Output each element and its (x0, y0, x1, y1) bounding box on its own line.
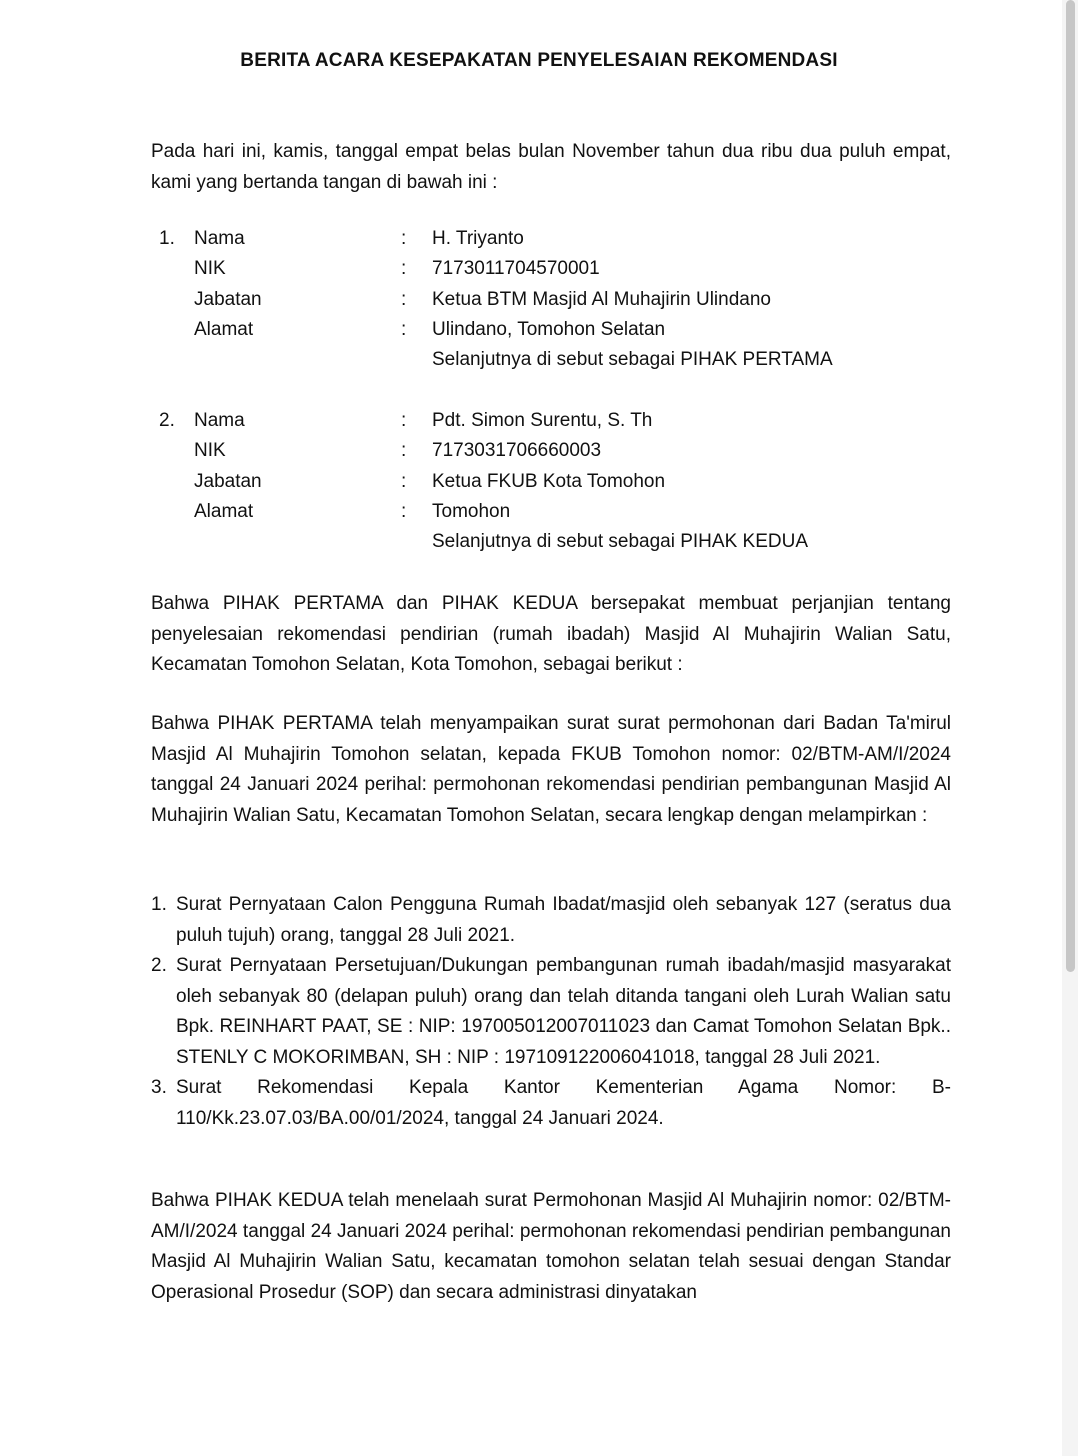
party-row (0, 349, 1000, 379)
vertical-scrollbar[interactable] (1062, 0, 1078, 1456)
intro-paragraph: Pada hari ini, kamis, tanggal empat belas bulan November tahun dua ribu dua puluh empat, kami yang bertanda tangan di bawah ini : (151, 141, 951, 193)
colon: : (401, 410, 407, 431)
colon: : (401, 319, 407, 340)
colon: : (401, 289, 407, 310)
party-row (0, 531, 1000, 561)
party-row (0, 440, 1000, 470)
party-designation: Selanjutnya di sebut sebagai PIHAK KEDUA (432, 531, 808, 552)
party-row (0, 258, 1000, 288)
colon: : (401, 258, 407, 279)
field-label: Alamat (194, 319, 254, 340)
field-label: NIK (194, 440, 226, 461)
field-value: 7173031706660003 (432, 440, 602, 461)
field-value: Ketua BTM Masjid Al Muhajirin Ulindano (432, 289, 771, 310)
field-label: NIK (194, 258, 226, 279)
party-row (0, 319, 1000, 349)
document-title: BERITA ACARA KESEPAKATAN PENYELESAIAN REKOMENDASI (240, 50, 838, 71)
attachment-list (151, 890, 951, 1134)
party-row (0, 471, 1000, 501)
party-row (0, 228, 1000, 258)
field-label: Jabatan (194, 471, 262, 492)
agreement-paragraph: Bahwa PIHAK PERTAMA dan PIHAK KEDUA bersepakat membuat perjanjian tentang penyelesaian rekomendasi pendirian (rumah ibadah) Masjid Al Muhajirin Walian Satu, Kecamatan Tomohon Selatan, Kota Tomohon, sebagai berikut : (151, 593, 951, 675)
field-value: Tomohon (432, 501, 511, 522)
party-row (0, 501, 1000, 531)
field-value: Ulindano, Tomohon Selatan (432, 319, 666, 340)
field-label: Alamat (194, 501, 254, 522)
scrollbar-thumb[interactable] (1066, 0, 1075, 972)
field-label: Nama (194, 410, 245, 431)
party-number: 1. (159, 228, 175, 249)
party-number: 2. (159, 410, 175, 431)
colon: : (401, 501, 407, 522)
colon: : (401, 471, 407, 492)
list-item (151, 951, 951, 1073)
party-designation: Selanjutnya di sebut sebagai PIHAK PERTAMA (432, 349, 833, 370)
colon: : (401, 440, 407, 461)
field-value: H. Triyanto (432, 228, 524, 249)
list-item (151, 1073, 951, 1134)
list-item-number: 3. (151, 1077, 167, 1098)
field-value: 7173011704570001 (432, 258, 600, 279)
list-item-text: Surat Rekomendasi Kepala Kantor Kementerian Agama Nomor: B-110/Kk.23.07.03/BA.00/01/2024, tanggal 24 Januari 2024. (176, 1077, 951, 1129)
list-item-text: Surat Pernyataan Persetujuan/Dukungan pembangunan rumah ibadah/masjid masyarakat oleh sebanyak 80 (delapan puluh) orang dan telah ditanda tangani oleh Lurah Walian satu Bpk. REINHART PAAT, SE : NIP: 197005012007011023 dan Camat Tomohon Selatan Bpk.. STENLY C MOKORIMBAN, SH : NIP : 197109122006041018, tanggal 28 Juli 2021. (176, 955, 951, 1068)
field-label: Jabatan (194, 289, 262, 310)
list-item (151, 890, 951, 951)
field-value: Ketua FKUB Kota Tomohon (432, 471, 666, 492)
colon: : (401, 228, 407, 249)
party-row (0, 410, 1000, 440)
second-party-paragraph: Bahwa PIHAK KEDUA telah menelaah surat Permohonan Masjid Al Muhajirin nomor: 02/BTM-AM/I/2024 tanggal 24 Januari 2024 perihal: permohonan rekomendasi pendirian pembangunan Masjid Al Muhajirin Walian Satu, kecamatan tomohon selatan telah sesuai dengan Standar Operasional Prosedur (SOP) dan secara administrasi dinyatakan (151, 1190, 951, 1303)
party-row (0, 289, 1000, 319)
list-item-number: 1. (151, 894, 167, 915)
first-party-paragraph: Bahwa PIHAK PERTAMA telah menyampaikan surat surat permohonan dari Badan Ta'mirul Masjid Al Muhajirin Tomohon selatan, kepada FKUB Tomohon nomor: 02/BTM-AM/I/2024 tanggal 24 Januari 2024 perihal: permohonan rekomendasi pendirian pembangunan Masjid Al Muhajirin Walian Satu, Kecamatan Tomohon Selatan, secara lengkap dengan melampirkan : (151, 713, 951, 826)
list-item-number: 2. (151, 955, 167, 976)
list-item-text: Surat Pernyataan Calon Pengguna Rumah Ibadat/masjid oleh sebanyak 127 (seratus dua puluh tujuh) orang, tanggal 28 Juli 2021. (176, 894, 951, 946)
field-value: Pdt. Simon Surentu, S. Th (432, 410, 653, 431)
field-label: Nama (194, 228, 245, 249)
